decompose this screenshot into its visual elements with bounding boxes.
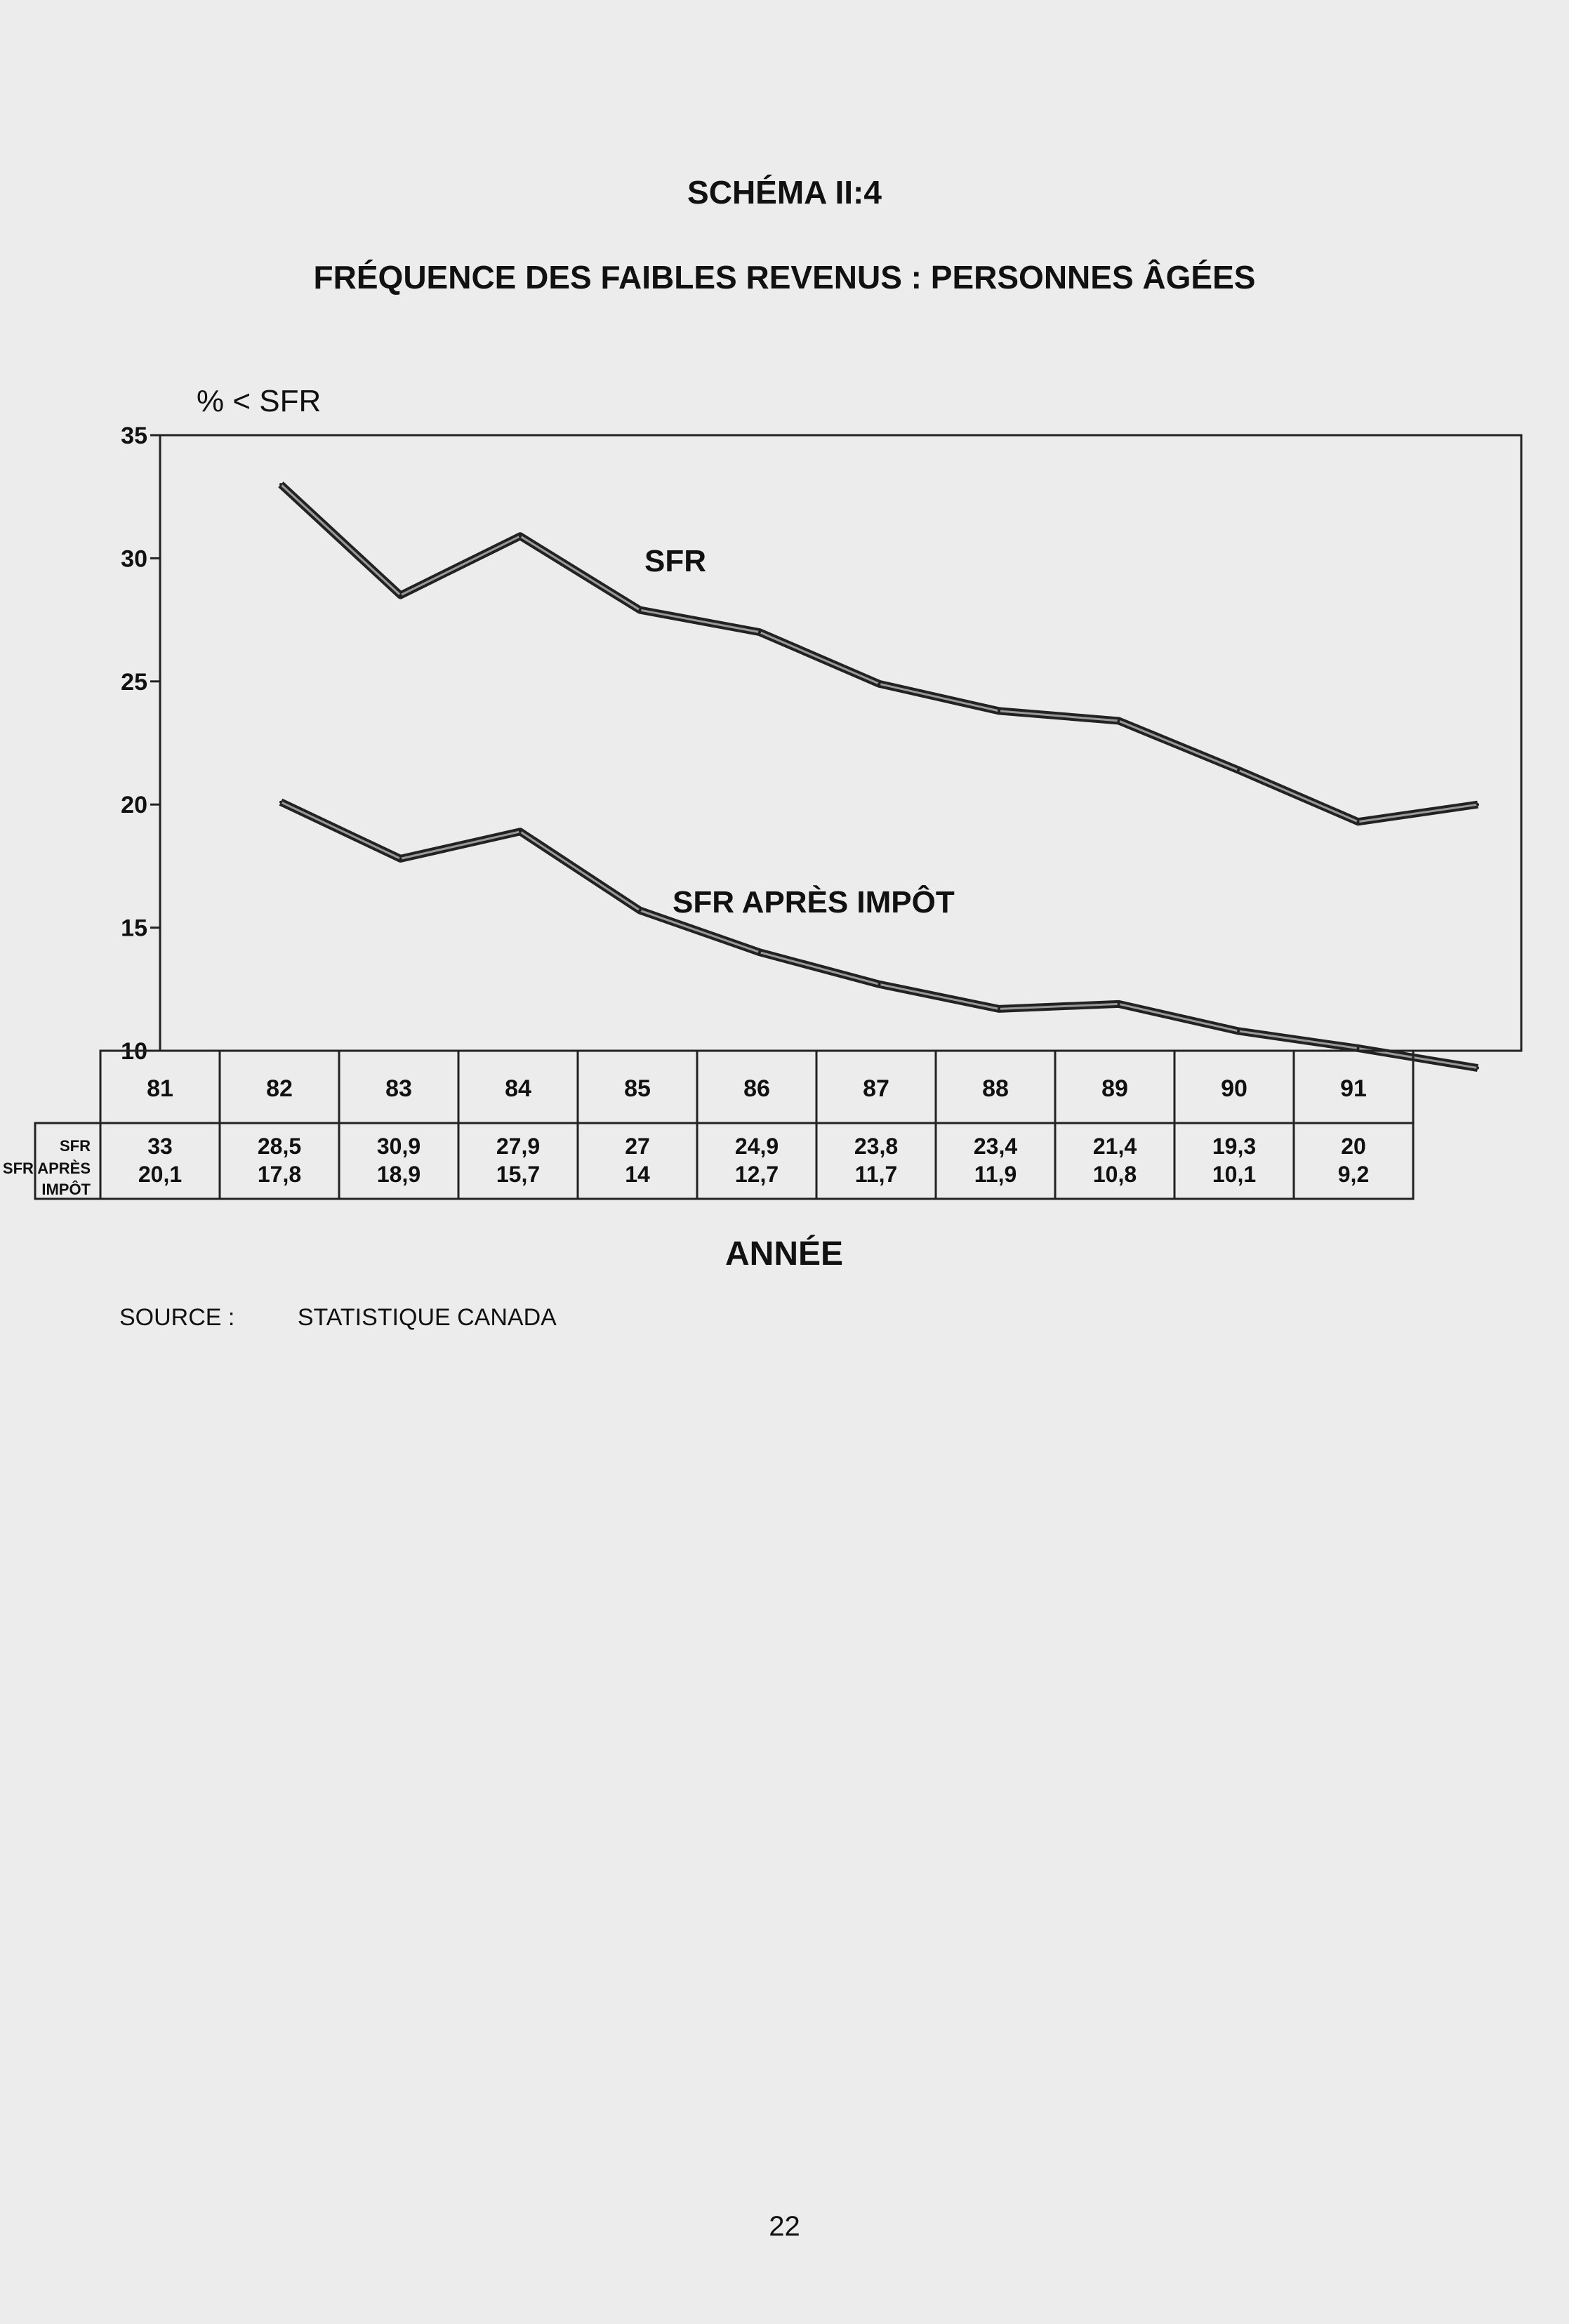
value-label-sfr: 24,9 bbox=[734, 1134, 779, 1159]
x-category-label: 87 bbox=[863, 1075, 889, 1102]
source-value: STATISTIQUE CANADA bbox=[297, 1304, 557, 1331]
series-line-sfr-apres-impot bbox=[281, 802, 1478, 1068]
data-point bbox=[399, 594, 402, 597]
value-label-sfr: 19,3 bbox=[1212, 1134, 1257, 1159]
value-label-sfr: 23,8 bbox=[854, 1134, 899, 1159]
data-point bbox=[279, 801, 282, 804]
data-point bbox=[1118, 719, 1120, 722]
plot-area-border bbox=[160, 435, 1521, 1051]
source-note bbox=[119, 1304, 557, 1332]
x-category-label: 85 bbox=[624, 1075, 651, 1102]
x-category-label: 88 bbox=[982, 1075, 1009, 1102]
data-point bbox=[758, 631, 761, 634]
value-label-sfr-apres-impot: 20,1 bbox=[138, 1162, 183, 1187]
value-label-sfr-apres-impot: 11,7 bbox=[854, 1162, 898, 1187]
data-point bbox=[878, 682, 881, 685]
row-label-sfr: SFR bbox=[60, 1137, 91, 1155]
data-point bbox=[1237, 769, 1240, 771]
x-category-label: 82 bbox=[266, 1075, 293, 1102]
data-point bbox=[878, 983, 881, 985]
x-category-label: 89 bbox=[1101, 1075, 1128, 1102]
source-label: SOURCE : bbox=[119, 1304, 235, 1331]
value-label-sfr-apres-impot: 17,8 bbox=[257, 1162, 302, 1187]
y-axis-ticks bbox=[121, 423, 160, 1065]
series-line-sfr bbox=[281, 484, 1478, 822]
y-tick-label: 20 bbox=[121, 792, 147, 819]
data-point bbox=[1237, 1030, 1240, 1032]
data-point bbox=[1476, 803, 1479, 806]
value-label-sfr: 30,9 bbox=[376, 1134, 421, 1159]
x-category-label: 84 bbox=[505, 1075, 531, 1102]
value-label-sfr: 27 bbox=[625, 1134, 650, 1159]
chart-title: FRÉQUENCE DES FAIBLES REVENUS : PERSONNES ÂGÉES bbox=[313, 259, 1256, 296]
plot-frame bbox=[160, 435, 1521, 1051]
data-point bbox=[519, 830, 522, 833]
value-label-sfr-apres-impot: 15,7 bbox=[496, 1162, 541, 1187]
value-label-sfr: 23,4 bbox=[973, 1134, 1018, 1159]
value-label-sfr: 20 bbox=[1341, 1134, 1366, 1159]
data-point bbox=[758, 951, 761, 954]
value-label-sfr-apres-impot: 10,1 bbox=[1212, 1162, 1257, 1187]
data-point bbox=[279, 483, 282, 486]
y-tick-label: 10 bbox=[121, 1038, 147, 1065]
x-category-label: 86 bbox=[743, 1075, 770, 1102]
data-point bbox=[1118, 1002, 1120, 1005]
value-label-sfr: 21,4 bbox=[1092, 1134, 1137, 1159]
data-point bbox=[1357, 1047, 1360, 1049]
value-label-sfr-apres-impot: 11,9 bbox=[974, 1162, 1017, 1187]
y-axis-label: % < SFR bbox=[197, 384, 322, 418]
value-label-sfr-apres-impot: 10,8 bbox=[1092, 1162, 1137, 1187]
y-tick-label: 15 bbox=[121, 915, 147, 942]
x-category-label: 91 bbox=[1340, 1075, 1367, 1102]
values-row bbox=[35, 1123, 1413, 1199]
data-point bbox=[639, 609, 642, 611]
x-category-label: 90 bbox=[1221, 1075, 1247, 1102]
y-tick-label: 30 bbox=[121, 545, 147, 573]
data-point bbox=[1476, 1067, 1479, 1070]
figure-number: SCHÉMA II:4 bbox=[687, 174, 882, 211]
page-number: 22 bbox=[769, 2211, 800, 2242]
value-label-sfr-apres-impot: 9,2 bbox=[1337, 1162, 1370, 1187]
value-label-sfr: 27,9 bbox=[496, 1134, 541, 1159]
value-label-sfr-apres-impot: 18,9 bbox=[376, 1162, 421, 1187]
row-label-sfr-apres-impot: SFR APRÈS IMPÔT bbox=[2, 1160, 91, 1198]
data-point bbox=[519, 535, 522, 538]
y-tick-label: 25 bbox=[121, 668, 147, 696]
data-point bbox=[639, 909, 642, 912]
data-point bbox=[1357, 821, 1360, 823]
series-label-sfr: SFR bbox=[644, 544, 706, 578]
x-axis-label: ANNÉE bbox=[724, 1235, 844, 1273]
series-line-core bbox=[281, 484, 1478, 822]
series-label-sfr-apres-impot: SFR APRÈS IMPÔT bbox=[673, 885, 955, 919]
value-label-sfr-apres-impot: 14 bbox=[625, 1162, 650, 1187]
value-label-sfr: 28,5 bbox=[257, 1134, 302, 1159]
data-point bbox=[998, 710, 1000, 712]
x-category-label: 83 bbox=[385, 1075, 412, 1102]
y-tick-label: 35 bbox=[121, 423, 147, 449]
x-category-label: 81 bbox=[147, 1075, 173, 1102]
value-label-sfr-apres-impot: 12,7 bbox=[734, 1162, 779, 1187]
data-point bbox=[399, 857, 402, 860]
data-table bbox=[3, 1051, 1413, 1199]
series-layer bbox=[279, 483, 1479, 1069]
data-point bbox=[998, 1007, 1000, 1010]
value-label-sfr: 33 bbox=[147, 1134, 173, 1159]
series-labels bbox=[644, 544, 955, 919]
